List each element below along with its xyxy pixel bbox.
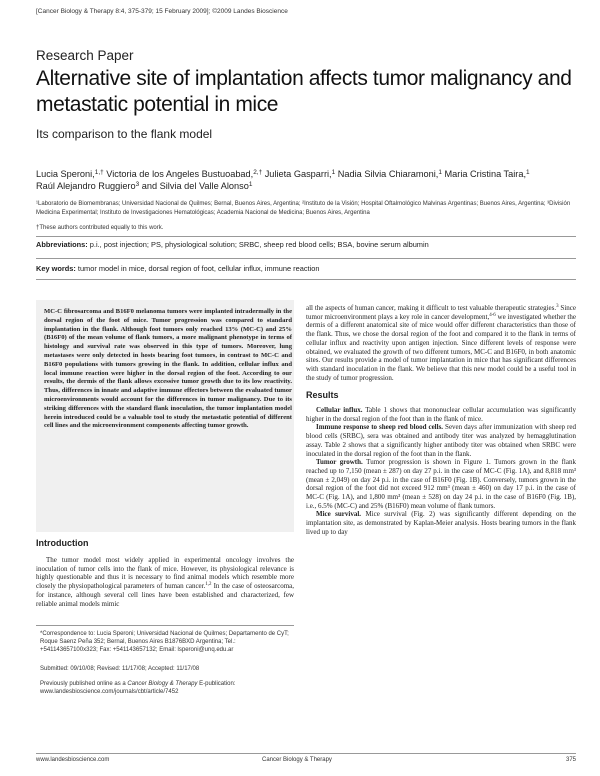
right-column bbox=[306, 304, 576, 537]
intro-text: we investigated whether the dermis of a different anatomical site of mice would offer different characteristics than those of the flank. Thus, we chose the dorsal region of the foot and compared it to the flank in terms of cellular influx and reactivity upon antigen injection. Since different levels of response were obtained, we evaluated the growth of two different tumors, MC-C and B16F0, in both anatomic sites. Our results provide a model of tumor implantation in mice that has significant differences with standard inoculation in the flank. We believe that this new model could be a useful tool in the study of tumor progression. bbox=[306, 312, 576, 382]
abstract: MC-C fibrosarcoma and B16F0 melanoma tumors were implanted intradermally in the dorsal region of the foot of mice. Tumor progression was compared to standard implantation in the flank. Although foot tumors only reached 13% (MC-C) and 25% (B16F0) of the mean volume of flank tumors, a more malignant phenotype in terms of histology and survival rate was observed in this type of tumors. Moreover, lung metastases were only detected in hosts bearing foot tumors, in contrast to MC-C and B16F0 populations with tumors growing in the flank. In addition, cellular influx and local immune reaction were higher in the dorsal region of the foot. According to our results, the dermis of the flank allows excessive tumor growth due to its low reactivity. Thus, differences in innate and adaptive immune effectors between the evaluated tumor microenvironments would account for the differences in tumor malignancy. Due to its striking differences with the standard flank inoculation, the tumor implantation model herein introduced could be a valuable tool to study the metastatic potential of different cell lines and the microenvironment components affecting tumor growth. bbox=[44, 308, 292, 430]
intro-text: The tumor model most widely applied in experimental oncology involves the inoculation of tumor cells into the flank of mice. However, its physiological relevance is highly questionable and thus it is necessary to find animal models which resemble more closely the physiopathological parameters of human cancer. bbox=[36, 556, 294, 591]
equal-contribution-note: †These authors contributed equally to this work. bbox=[36, 225, 164, 231]
article-title: Alternative site of implantation affects tumor malignancy and metastatic potential in mice bbox=[36, 67, 572, 116]
author-name: Nadia Silvia Chiaramoni, bbox=[335, 169, 439, 179]
correspondence bbox=[40, 630, 294, 654]
correspondence-label: *Correspondence to: bbox=[40, 631, 96, 637]
author-sup: 1 bbox=[438, 169, 442, 176]
author-sup: † bbox=[100, 169, 104, 176]
author-name: Lucia Speroni, bbox=[36, 169, 95, 179]
runin-heading: Mice survival. bbox=[316, 510, 362, 519]
keywords-label: Key words: bbox=[36, 264, 76, 273]
author-name: and Silvia del Valle Alonso bbox=[139, 181, 249, 191]
citation-sup: 3 bbox=[556, 304, 559, 309]
divider bbox=[36, 236, 576, 237]
author-name: Julieta Gasparri, bbox=[262, 169, 332, 179]
author-sup: 1 bbox=[331, 169, 336, 176]
author-name: Maria Cristina Taira, bbox=[441, 169, 527, 179]
correspondence-text: Lucia Speroni; Universidad Nacional de Quilmes; Departamento de CyT; Roque Saenz Peña 352; Bernal, Buenos Aires B1876BXD Argentina; Tel.: +541143657100x323; Fax: +541143657132; Email: lsperoni@unq.edu.ar bbox=[40, 631, 289, 653]
author-sup: 1 bbox=[526, 169, 530, 176]
runin-heading: Immune response to sheep red blood cells. bbox=[316, 423, 444, 432]
runin-heading: Cellular influx. bbox=[316, 406, 363, 415]
author-sup: 1 bbox=[248, 181, 253, 188]
abbreviations-label: Abbreviations: bbox=[36, 240, 88, 249]
page-number: 375 bbox=[565, 757, 576, 763]
journal-citation: [Cancer Biology & Therapy 8:4, 375-379; 15 February 2009]; ©2009 Landes Bioscience bbox=[36, 8, 288, 15]
author-sup: 3 bbox=[135, 181, 140, 188]
author-name: Victoria de los Angeles Bustuoabad, bbox=[103, 169, 254, 179]
results-text: Seven days after immunization with sheep red blood cells (SRBC), sera was obtained and antibody titer was analyzed by hemagglutination assay. Table 2 shows that a significantly higher antibody titer was obtained when SRBC were inoculated in the dorsal region of the foot than in the flank. bbox=[306, 423, 576, 458]
abbreviations-text: p.i., post injection; PS, physiological solution; SRBC, sheep red blood cells; BSA, bovine serum albumin bbox=[87, 240, 429, 249]
pub-prefix: Previously published online as a bbox=[40, 681, 128, 687]
introduction-body bbox=[36, 556, 294, 608]
divider bbox=[36, 258, 576, 259]
author-sup: 2,† bbox=[253, 169, 263, 176]
publication-note bbox=[40, 680, 294, 696]
author-sup: 1, bbox=[94, 169, 101, 176]
results-text: Mice survival (Fig. 2) was significantly different depending on the implantation site, as demonstrated by Kaplan-Meier analysis. Hosts bearing tumors in the flank lived up to day bbox=[306, 510, 576, 536]
footer-website[interactable]: www.landesbioscience.com bbox=[36, 757, 110, 763]
introduction-heading: Introduction bbox=[36, 538, 89, 548]
results-heading: Results bbox=[306, 390, 339, 401]
citation-sup: 1,2 bbox=[205, 582, 212, 588]
keywords-text: tumor model in mice, dorsal region of foot, cellular influx, immune reaction bbox=[75, 264, 320, 273]
results-text: Tumor progression is shown in Figure 1. Tumors grown in the flank reached up to 7,150 (mean ± 287) on day 27 p.i. in the case of MC-C (Fig. 1A), and 8,818 mm³ (mean ± 2,049) on day 24 p.i. in the case of B16F0 (Fig. 1B). Conversely, tumors grown in the dorsal region of the foot did not exceed 912 mm³ (mean ± 460) on day 17 p.i. in the case of MC-C (Fig. 1A), and 1,800 mm³ (mean ± 528) on day 24 p.i. in the case of B16F0 (Fig. 1B), i.e., 6.5% (MC-C) and 25% (B16F0) mean volume of flank tumors. bbox=[306, 458, 576, 510]
citation-sup: 4-6 bbox=[489, 312, 496, 318]
author-name: Raúl Alejandro Ruggiero bbox=[36, 181, 136, 191]
affiliations: ¹Laboratorio de Biomembranas; Universidad Nacional de Quilmes; Bernal, Buenos Aires, Argentina; ²Instituto de la Visión; Hospital Oftalmológico Malvinas Argentinas; Buenos Aires, Argentina; ³División Medicina Experimental; Instituto de Investigaciones Hematológicas; Academia Nacional de Medicina; Buenos Aires, Argentina bbox=[36, 201, 571, 216]
results-text: Table 1 shows that mononuclear cellular accumulation was significantly higher in the dorsal region of the foot than in the flank of mice. bbox=[306, 406, 576, 423]
divider bbox=[36, 279, 576, 280]
section-label: Research Paper bbox=[36, 48, 134, 63]
pub-journal: Cancer Biology & Therapy bbox=[127, 681, 198, 687]
pub-suffix: E-publication: bbox=[197, 681, 236, 687]
article-subtitle: Its comparison to the flank model bbox=[36, 127, 213, 141]
abbreviations bbox=[36, 240, 576, 249]
runin-heading: Tumor growth. bbox=[316, 458, 363, 467]
article-url[interactable]: www.landesbioscience.com/journals/cbt/article/7452 bbox=[40, 689, 179, 695]
footer-journal: Cancer Biology & Therapy bbox=[262, 757, 332, 763]
footer-rule bbox=[36, 753, 576, 754]
intro-text: all the aspects of human cancer, making it difficult to test valuable therapeutic strategies. bbox=[306, 304, 557, 312]
submission-dates: Submitted: 09/10/08; Revised: 11/17/08; Accepted: 11/17/08 bbox=[40, 666, 200, 672]
intro-text: Since tumor microenvironment plays a key role in cancer development, bbox=[306, 304, 576, 321]
author-list bbox=[36, 168, 576, 192]
intro-text: In the case of osteosarcoma, for instance, although several cell lines have been established and characterized, few reliable animal models mimic bbox=[36, 582, 295, 608]
keywords bbox=[36, 264, 576, 273]
